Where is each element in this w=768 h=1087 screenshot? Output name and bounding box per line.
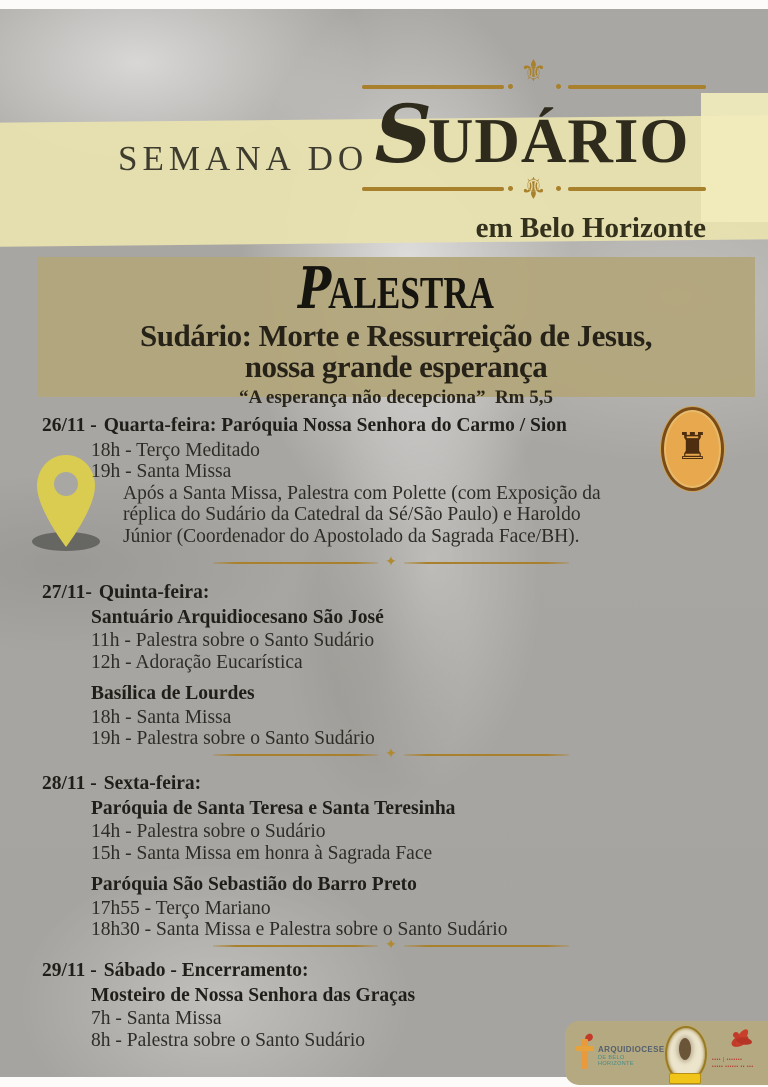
palestra-initial: P <box>298 256 330 322</box>
footer-logo-box <box>565 1021 768 1085</box>
section-header <box>42 582 742 604</box>
schedule-section-28-11 <box>42 773 742 941</box>
poster-title <box>352 87 712 181</box>
header-rule-bottom-left <box>362 187 504 191</box>
section-title: Sábado - Encerramento: <box>103 960 309 981</box>
venue-name: Basílica de Lourdes <box>91 683 255 704</box>
cross-icon <box>576 1046 594 1051</box>
fleur-de-lis-icon: ⚜ <box>520 55 547 88</box>
event-item: 7h - Santa Missa <box>91 1008 222 1029</box>
divider-line <box>213 754 378 756</box>
section-date: 27/11- <box>42 582 92 603</box>
venue-name: Santuário Arquidiocesano São José <box>91 606 384 628</box>
section-header <box>42 773 742 795</box>
palestra-rest: ALESTRA <box>328 268 494 318</box>
arquidiocese-subtext: DE BELO HORIZONTE <box>598 1055 634 1067</box>
schedule-section-27-11 <box>42 582 742 750</box>
poster-kicker <box>118 139 368 179</box>
section-title: Sexta-feira: <box>103 773 202 794</box>
event-item: 18h - Terço Meditado <box>91 439 260 461</box>
tower-icon: ♜ <box>675 426 710 468</box>
palestra-quote: “A esperança não decepciona” Rm 5,5 <box>238 386 553 408</box>
illegible-fineprint <box>712 1057 766 1071</box>
palestra-panel <box>37 256 755 408</box>
cross-icon <box>582 1039 588 1069</box>
section-divider <box>213 938 569 954</box>
divider-line <box>404 945 569 947</box>
section-header <box>42 415 742 437</box>
gold-dot <box>508 84 513 89</box>
divider-line <box>404 562 569 564</box>
event-item: 12h - Adoração Eucarística <box>91 651 303 673</box>
medallion-banner <box>669 1073 701 1084</box>
gold-dot <box>508 186 513 191</box>
event-item: 17h55 - Terço Mariano <box>91 897 271 919</box>
poster-background <box>0 9 768 1077</box>
section-title: Quinta-feira: <box>98 582 210 603</box>
event-note-line: Júnior (Coordenador do Apostolado da Sagrada Face/BH). <box>123 525 580 547</box>
event-note-line: réplica do Sudário da Catedral da Sé/São Paulo) e Haroldo <box>123 504 581 525</box>
schedule-section-26-11 <box>42 415 742 547</box>
fleur-de-lis-icon: ⚜ <box>520 170 547 203</box>
event-item: 14h - Palestra sobre o Sudário <box>91 821 326 842</box>
poster-subtitle: em Belo Horizonte <box>475 212 706 244</box>
arquidiocese-wordmark: ARQUIDIOCESE <box>598 1045 665 1054</box>
title-rest: UDÁRIO <box>427 106 690 176</box>
red-dove-emblem-icon <box>727 1027 755 1053</box>
section-title: Quarta-feira: Paróquia Nossa Senhora do Carmo / Sion <box>103 415 567 436</box>
diamond-ornament-icon: ✦ <box>385 555 397 570</box>
event-item: 19h - Palestra sobre o Santo Sudário <box>91 728 375 749</box>
event-item: 11h - Palestra sobre o Santo Sudário <box>91 630 375 651</box>
fineprint-line: •••• | ••••••• <box>712 1057 743 1063</box>
diamond-ornament-icon: ✦ <box>385 747 397 762</box>
section-divider <box>213 555 569 571</box>
palestra-label <box>116 256 676 322</box>
event-item: 18h30 - Santa Missa e Palestra sobre o Santo Sudário <box>91 919 508 940</box>
section-divider <box>213 747 569 763</box>
diamond-ornament-icon: ✦ <box>385 938 397 953</box>
holy-face-image <box>679 1038 691 1060</box>
gold-dot <box>556 84 561 89</box>
divider-line <box>404 754 569 756</box>
header-rule-bottom-right <box>568 187 706 191</box>
divider-line <box>213 945 378 947</box>
gold-dot <box>556 186 561 191</box>
event-item: 8h - Palestra sobre o Santo Sudário <box>91 1029 366 1051</box>
section-header <box>42 960 742 982</box>
event-note-line: Após a Santa Missa, Palestra com Polette (com Exposição da <box>123 482 601 504</box>
section-date: 29/11 - <box>42 960 97 981</box>
fineprint-line: ••••• •••••• •• ••• <box>712 1064 754 1070</box>
venue-name: Paróquia de Santa Teresa e Santa Teresinha <box>91 797 456 819</box>
palestra-title-line1: Sudário: Morte e Ressurreição de Jesus, <box>139 317 652 353</box>
venue-name: Mosteiro de Nossa Senhora das Graças <box>91 984 416 1006</box>
event-item: 19h - Santa Missa <box>91 461 232 482</box>
palestra-title-line2: nossa grande esperança <box>244 349 548 385</box>
section-date: 28/11 - <box>42 773 97 794</box>
event-item: 15h - Santa Missa em honra à Sagrada Face <box>91 842 433 864</box>
event-item: 18h - Santa Missa <box>91 706 232 728</box>
section-date: 26/11 - <box>42 415 97 436</box>
divider-line <box>213 562 378 564</box>
header-rule-top-right <box>568 85 706 89</box>
kicker-text: SEMANA DO <box>118 139 369 178</box>
venue-name: Paróquia São Sebastião do Barro Preto <box>91 874 417 895</box>
title-initial: S <box>374 87 430 181</box>
